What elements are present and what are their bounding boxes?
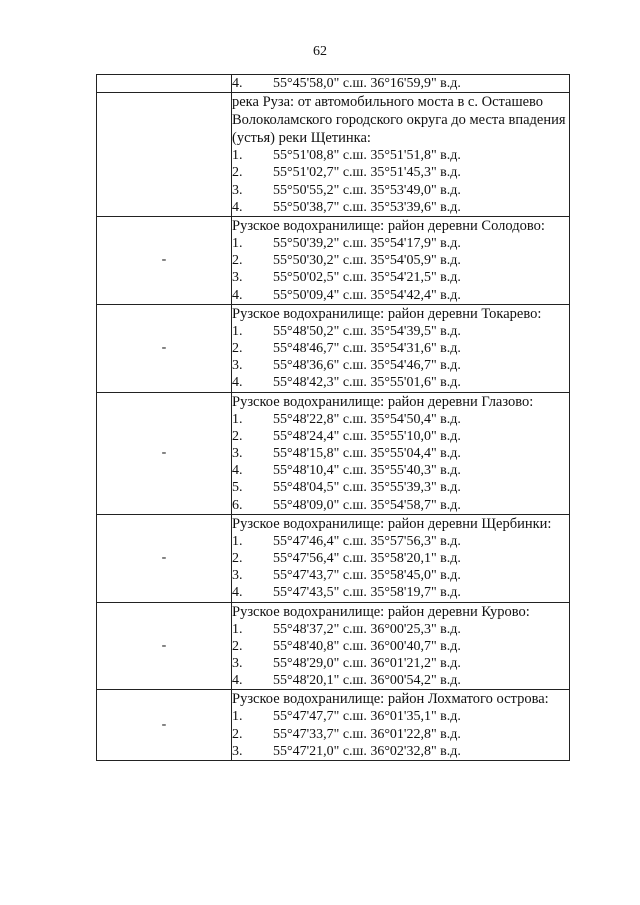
coordinates-table: [96, 74, 570, 761]
row-content-cell: [232, 217, 570, 305]
point-coordinates: 55°51'02,7" с.ш. 35°51'45,3" в.д.: [273, 165, 461, 181]
row-marker-cell: [97, 75, 232, 93]
point-coordinates: 55°50'38,7" с.ш. 35°53'39,6" в.д.: [273, 199, 461, 215]
row-marker-cell: [97, 392, 232, 514]
coordinate-point: [232, 743, 569, 760]
table-body: [97, 75, 570, 761]
point-number: 2.: [232, 726, 243, 742]
point-number: 4.: [232, 76, 243, 91]
row-marker: -: [161, 638, 167, 654]
coordinate-point: [232, 672, 569, 689]
point-coordinates: 55°48'04,5" с.ш. 35°55'39,3" в.д.: [273, 480, 461, 496]
point-coordinates: 55°47'43,7" с.ш. 35°58'45,0" в.д.: [273, 568, 461, 584]
area-title: Рузское водохранилище: район деревни Щербинки:: [232, 515, 552, 532]
point-number: 1.: [232, 323, 243, 339]
point-coordinates: 55°48'10,4" с.ш. 35°55'40,3" в.д.: [273, 463, 461, 479]
row-marker-cell: [97, 304, 232, 392]
table-row: [97, 602, 570, 690]
point-coordinates: 55°48'36,6" с.ш. 35°54'46,7" в.д.: [273, 358, 461, 374]
coordinate-point: [232, 621, 569, 638]
coordinate-point: [232, 287, 569, 304]
coordinate-point: [232, 164, 569, 181]
coordinate-point: [232, 252, 569, 269]
point-coordinates: 55°48'29,0" с.ш. 36°01'21,2" в.д.: [273, 656, 461, 672]
coordinate-point: [232, 584, 569, 601]
point-coordinates: 55°47'33,7" с.ш. 36°01'22,8" в.д.: [273, 726, 461, 742]
coordinate-point: [232, 533, 569, 550]
point-number: 3.: [232, 568, 243, 584]
coordinate-point: [232, 235, 569, 252]
coordinate-point: [232, 726, 569, 743]
coordinate-point: [232, 655, 569, 672]
point-number: 4.: [232, 673, 243, 689]
coordinate-point: [232, 638, 569, 655]
point-coordinates: 55°48'40,8" с.ш. 36°00'40,7" в.д.: [273, 638, 461, 654]
row-marker: -: [161, 252, 167, 268]
coordinate-point: [232, 323, 569, 340]
area-title: Рузское водохранилище: район деревни Солодово:: [232, 218, 545, 235]
page-number: 62: [313, 44, 327, 59]
point-number: 6.: [232, 497, 243, 513]
coordinate-point: [232, 497, 569, 514]
point-number: 4.: [232, 199, 243, 215]
point-number: 1.: [232, 411, 243, 427]
point-coordinates: 55°47'47,7" с.ш. 36°01'35,1" в.д.: [273, 709, 461, 725]
row-content-cell: [232, 690, 570, 761]
table-row: [97, 392, 570, 514]
point-coordinates: 55°48'42,3" с.ш. 35°55'01,6" в.д.: [273, 375, 461, 391]
point-number: 4.: [232, 463, 243, 479]
point-number: 1.: [232, 709, 243, 725]
row-marker-cell: [97, 93, 232, 217]
coordinate-point: [232, 550, 569, 567]
point-number: 3.: [232, 270, 243, 286]
point-coordinates: 55°48'20,1" с.ш. 36°00'54,2" в.д.: [273, 673, 461, 689]
point-coordinates: 55°48'37,2" с.ш. 36°00'25,3" в.д.: [273, 621, 461, 637]
point-number: 1.: [232, 533, 243, 549]
coordinate-point: [232, 411, 569, 428]
point-coordinates: 55°48'46,7" с.ш. 35°54'31,6" в.д.: [273, 341, 461, 357]
coordinate-point: [232, 428, 569, 445]
coordinate-point: [232, 182, 569, 199]
point-coordinates: 55°47'21,0" с.ш. 36°02'32,8" в.д.: [273, 743, 461, 759]
point-number: 4.: [232, 375, 243, 391]
point-number: 2.: [232, 165, 243, 181]
point-number: 1.: [232, 236, 243, 252]
area-title: Рузское водохранилище: район Лохматого острова:: [232, 691, 549, 708]
point-coordinates: 55°50'55,2" с.ш. 35°53'49,0" в.д.: [273, 182, 461, 198]
area-title: Рузское водохранилище: район деревни Курово:: [232, 603, 530, 620]
row-content-cell: [232, 602, 570, 690]
point-number: 2.: [232, 551, 243, 567]
point-coordinates: 55°48'09,0" с.ш. 35°54'58,7" в.д.: [273, 497, 461, 513]
coordinate-point: [232, 567, 569, 584]
point-number: 3.: [232, 446, 243, 462]
row-marker: -: [161, 340, 167, 356]
coordinate-point: [232, 357, 569, 374]
point-number: 2.: [232, 428, 243, 444]
point-coordinates: 55°48'24,4" с.ш. 35°55'10,0" в.д.: [273, 428, 461, 444]
coordinate-point: [232, 75, 569, 92]
point-number: 3.: [232, 743, 243, 759]
coordinate-point: [232, 269, 569, 286]
point-coordinates: 55°50'02,5" с.ш. 35°54'21,5" в.д.: [273, 270, 461, 286]
table-row: [97, 304, 570, 392]
coordinate-point: [232, 479, 569, 496]
point-coordinates: 55°51'08,8" с.ш. 35°51'51,8" в.д.: [273, 148, 461, 164]
point-number: 3.: [232, 358, 243, 374]
point-coordinates: 55°48'22,8" с.ш. 35°54'50,4" в.д.: [273, 411, 461, 427]
coordinate-point: [232, 340, 569, 357]
point-number: 1.: [232, 148, 243, 164]
row-marker: -: [161, 717, 167, 733]
row-marker-cell: [97, 217, 232, 305]
table-row: [97, 75, 570, 93]
point-number: 4.: [232, 585, 243, 601]
point-coordinates: 55°50'09,4" с.ш. 35°54'42,4" в.д.: [273, 287, 461, 303]
row-marker: -: [161, 445, 167, 461]
point-number: 3.: [232, 656, 243, 672]
coordinate-point: [232, 147, 569, 164]
point-coordinates: 55°47'43,5" с.ш. 35°58'19,7" в.д.: [273, 585, 461, 601]
point-coordinates: 55°50'30,2" с.ш. 35°54'05,9" в.д.: [273, 253, 461, 269]
point-number: 3.: [232, 182, 243, 198]
row-content-cell: [232, 93, 570, 217]
point-coordinates: 55°45'58,0" с.ш. 36°16'59,9" в.д.: [273, 76, 461, 91]
point-coordinates: 55°47'46,4" с.ш. 35°57'56,3" в.д.: [273, 533, 461, 549]
table-row: [97, 93, 570, 217]
point-coordinates: 55°50'39,2" с.ш. 35°54'17,9" в.д.: [273, 236, 461, 252]
row-content-cell: [232, 304, 570, 392]
point-coordinates: 55°47'56,4" с.ш. 35°58'20,1" в.д.: [273, 551, 461, 567]
row-content-cell: [232, 392, 570, 514]
area-title: Рузское водохранилище: район деревни Глазово:: [232, 393, 534, 410]
coordinate-point: [232, 374, 569, 391]
row-marker-cell: [97, 514, 232, 602]
row-marker: -: [161, 550, 167, 566]
point-coordinates: 55°48'15,8" с.ш. 35°55'04,4" в.д.: [273, 446, 461, 462]
point-number: 2.: [232, 638, 243, 654]
point-number: 2.: [232, 253, 243, 269]
point-number: 2.: [232, 341, 243, 357]
point-number: 1.: [232, 621, 243, 637]
point-number: 5.: [232, 480, 243, 496]
coordinate-point: [232, 462, 569, 479]
row-content-cell: [232, 75, 570, 93]
table-row: [97, 690, 570, 761]
coordinate-point: [232, 199, 569, 216]
area-title: река Руза: от автомобильного моста в с. Осташево Волоколамского городского округа до места впадения (устья) реки Щетинка:: [232, 94, 566, 147]
table-row: [97, 217, 570, 305]
table-row: [97, 514, 570, 602]
point-coordinates: 55°48'50,2" с.ш. 35°54'39,5" в.д.: [273, 323, 461, 339]
row-content-cell: [232, 514, 570, 602]
coordinate-point: [232, 708, 569, 725]
coordinate-point: [232, 445, 569, 462]
area-title: Рузское водохранилище: район деревни Токарево:: [232, 305, 542, 322]
point-number: 4.: [232, 287, 243, 303]
row-marker-cell: [97, 602, 232, 690]
row-marker-cell: [97, 690, 232, 761]
